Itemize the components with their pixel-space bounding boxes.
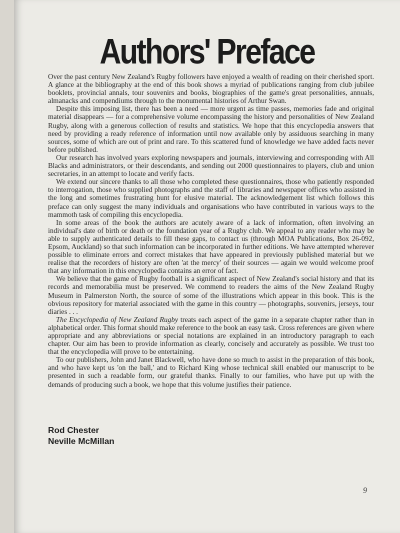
book-title-italic: The Encyclopedia of New Zealand Rugby [56, 315, 179, 324]
paragraph: In some areas of the book the authors are acutely aware of a lack of information, often involving an individual's date of birth or death or the foundation year of a Rugby club. We appeal to any reader who may be able to supply authenticated details to fill these gaps, to contact us (through MOA Publications, Box 26-092, Epsom, Auckland) so that such information can be incorporated in further editions. We have attempted wherever possible to eliminate errors and correct mistakes that have appeared in previously published material but we realise that the recorders of history are often 'at the mercy' of their sources — again we would welcome proof that any information in this encyclopedia contains an error of fact. [48, 218, 374, 276]
author-name: Rod Chester [48, 425, 100, 435]
paragraph: Our research has involved years exploring newspapers and journals, interviewing and corresponding with All Blacks and administrators, or their descendants, and sending out 2000 questionnaires to players, club and union secretaries, in an attempt to locate and verify facts. [48, 153, 374, 179]
author-name: Neville McMillan [48, 436, 115, 446]
paragraph-italic-lead: The Encyclopedia of New Zealand Rugby treats each aspect of the game in a separate chapter rather than in alphabetical order. This format should make reference to the book an easy task. Cross references are given where appropriate and any abbreviations or special notations are explained in an introductory paragraph to each chapter. Our aim has been to provide information as clearly, concisely and accurately as possible. We trust too that the encyclopedia will prove to be entertaining. [48, 315, 375, 357]
page-number: 9 [363, 486, 367, 495]
author-signoff [48, 425, 114, 447]
paragraph: We believe that the game of Rugby football is a significant aspect of New Zealand's social history and that its records and memorabilia must be preserved. We commend to readers the aims of the New Zealand Rugby Museum in Palmerston North, the source of some of the illustrations which appear in this book. This is the obvious repository for material associated with the game in this country — photographs, souvenirs, jerseys, tour diaries . . . [48, 275, 374, 316]
preface-body [48, 73, 374, 389]
paragraph: We extend our sincere thanks to all those who completed these questionnaires, those who patiently responded to interrogation, those who supplied photographs and the staff of libraries and newspaper offices who assisted in the long and sometimes frustrating hunt for elusive material. The acknowledgement list which follows this preface can only suggest the many individuals and organisations who have contributed in various ways to the mammoth task of compiling this encyclopedia. [48, 178, 374, 219]
paragraph: Despite this imposing list, there has been a need — more urgent as time passes, memories fade and original material disappears — for a comprehensive volume encompassing the history and personalities of New Zealand Rugby, along with a generous collection of results and statistics. We hope that this encyclopedia answers that need by providing a ready reference of information until now available only by assiduous searching in many sources, some of which are out of print and rare. To this scattered fund of knowledge we have added facts never before published. [48, 105, 374, 154]
paragraph: Over the past century New Zealand's Rugby followers have enjoyed a wealth of reading on their cherished sport. A glance at the bibliography at the end of this book shows a myriad of publications ranging from club jubilee booklets, provincial annals, tour souvenirs and books, biographies of the game's great personalities, annuals, almanacks and compendiums through to the monumental histories of Arthur Swan. [48, 73, 374, 106]
page-title: Authors' Preface [99, 32, 315, 72]
paragraph: To our publishers, John and Janet Blackwell, who have done so much to assist in the preparation of this book, and who have kept us 'on the ball,' and to Richard King whose technical skill enabled our manuscript to be presented in such a readable form, our grateful thanks. Finally to our families, who have put up with the demands of producing such a book, we hope that this volume justifies their patience. [48, 356, 374, 389]
book-page [14, 0, 400, 533]
